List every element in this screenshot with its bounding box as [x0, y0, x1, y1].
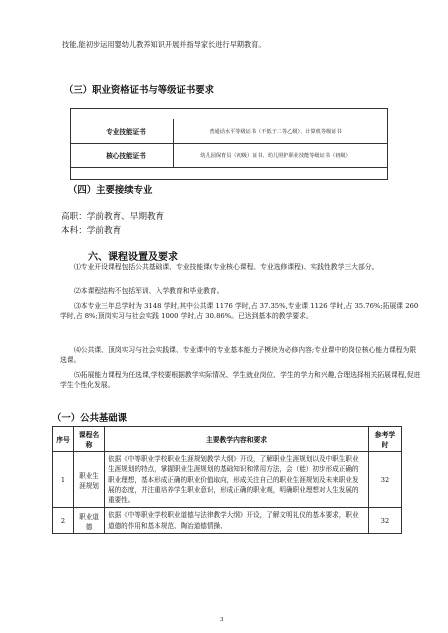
- table-row: [53, 508, 402, 534]
- header-no: 序号: [53, 427, 74, 452]
- certificate-table: [70, 108, 388, 180]
- paragraph: ⑶本专业三年总学时为 3148 学时,其中公共课 1176 学时,占 37.35%,专业课 1126 学时,占 35.76%;拓展课 260 学时,占 8%;顶岗实习与社会实践 1000 学时,占 30.86%。已达到基本的教学要求。: [60, 302, 419, 320]
- section3-heading: （三）职业资格证书与等级证书要求: [64, 85, 215, 96]
- higher-education-line: 高职：学前教育、早期教育: [61, 212, 165, 222]
- certificate-key: 核心技能证书: [106, 152, 146, 160]
- certificate-key: 专业技能证书: [106, 128, 146, 136]
- certificate-row: [71, 143, 387, 168]
- table-header-row: [53, 427, 402, 452]
- section6-heading: 六、课程设置及要求: [88, 252, 178, 263]
- header-hours: 参考学时: [369, 427, 402, 452]
- row-name: 职业道德: [74, 508, 105, 534]
- row-hours: 32: [369, 508, 402, 534]
- bachelor-line: 本科：学前教育: [61, 226, 122, 236]
- paragraph: ⑸拓展能力课程为任选课,学校要根据教学实际情况、学生就业岗位、学生的学力和兴趣,合理选择相关拓展课程,促进学生个性化发展。: [60, 371, 421, 389]
- section4-heading: （四）主要接续专业: [68, 185, 153, 196]
- row-name: 职业生涯规划: [74, 452, 105, 508]
- course-section-heading: （一）公共基础课: [52, 413, 128, 424]
- intro-line: 技能,能初步运用婴幼儿教养知识开展并指导家长进行早期教育。: [62, 40, 266, 49]
- row-content: 依据《中等职业学校职业生涯规划教学大纲》开设，了解职业生涯规划以及中职生职业生涯规划的特点，掌握职业生涯规划的基础知识和常用方法，会（能）初步形成正确的职业理想，基本形成正确的职业价值取向，形成关注自己的职业生涯规划及未来职业发展的态度，并注重培养学生职业意识，形成正确的职业观，明确职业理想对人生发展的重要性。: [105, 452, 369, 508]
- row-hours: 32: [369, 452, 402, 508]
- header-content: 主要教学内容和要求: [105, 427, 369, 452]
- certificate-value: 幼儿园保育员（初级）证书、幼儿照护职业技能等级证书（初级）: [173, 143, 377, 167]
- row-content: 依据《中等职业学校职业道德与法律教学大纲》开设，了解文明礼仪的基本要求，职业道德的作用和基本规范、陶冶道德情操、: [105, 508, 369, 534]
- table-row: [53, 452, 402, 508]
- row-no: 2: [53, 508, 74, 534]
- row-no: 1: [53, 452, 74, 508]
- course-table: [52, 426, 402, 534]
- paragraph: ⑴专业开设课程包括公共基础课、专业技能课(专业核心课程、专业选修课程)、实践性教学三大部分。: [74, 263, 379, 271]
- paragraph: ⑷公共课、顶岗实习与社会实践课、专业课中的专业基本能力子模块为必修内容;专业课中的岗位核心能力课程为限选课。: [60, 346, 417, 364]
- certificate-value: 普通话水平等级证书（不低于二等乙级）、计算机等级证书: [173, 119, 377, 143]
- page-number: 3: [220, 617, 224, 623]
- certificate-row: [71, 119, 387, 144]
- paragraph: ⑵本课程结构不包括军训、入学教育和毕业教育。: [74, 287, 224, 295]
- header-name: 课程名称: [74, 427, 105, 452]
